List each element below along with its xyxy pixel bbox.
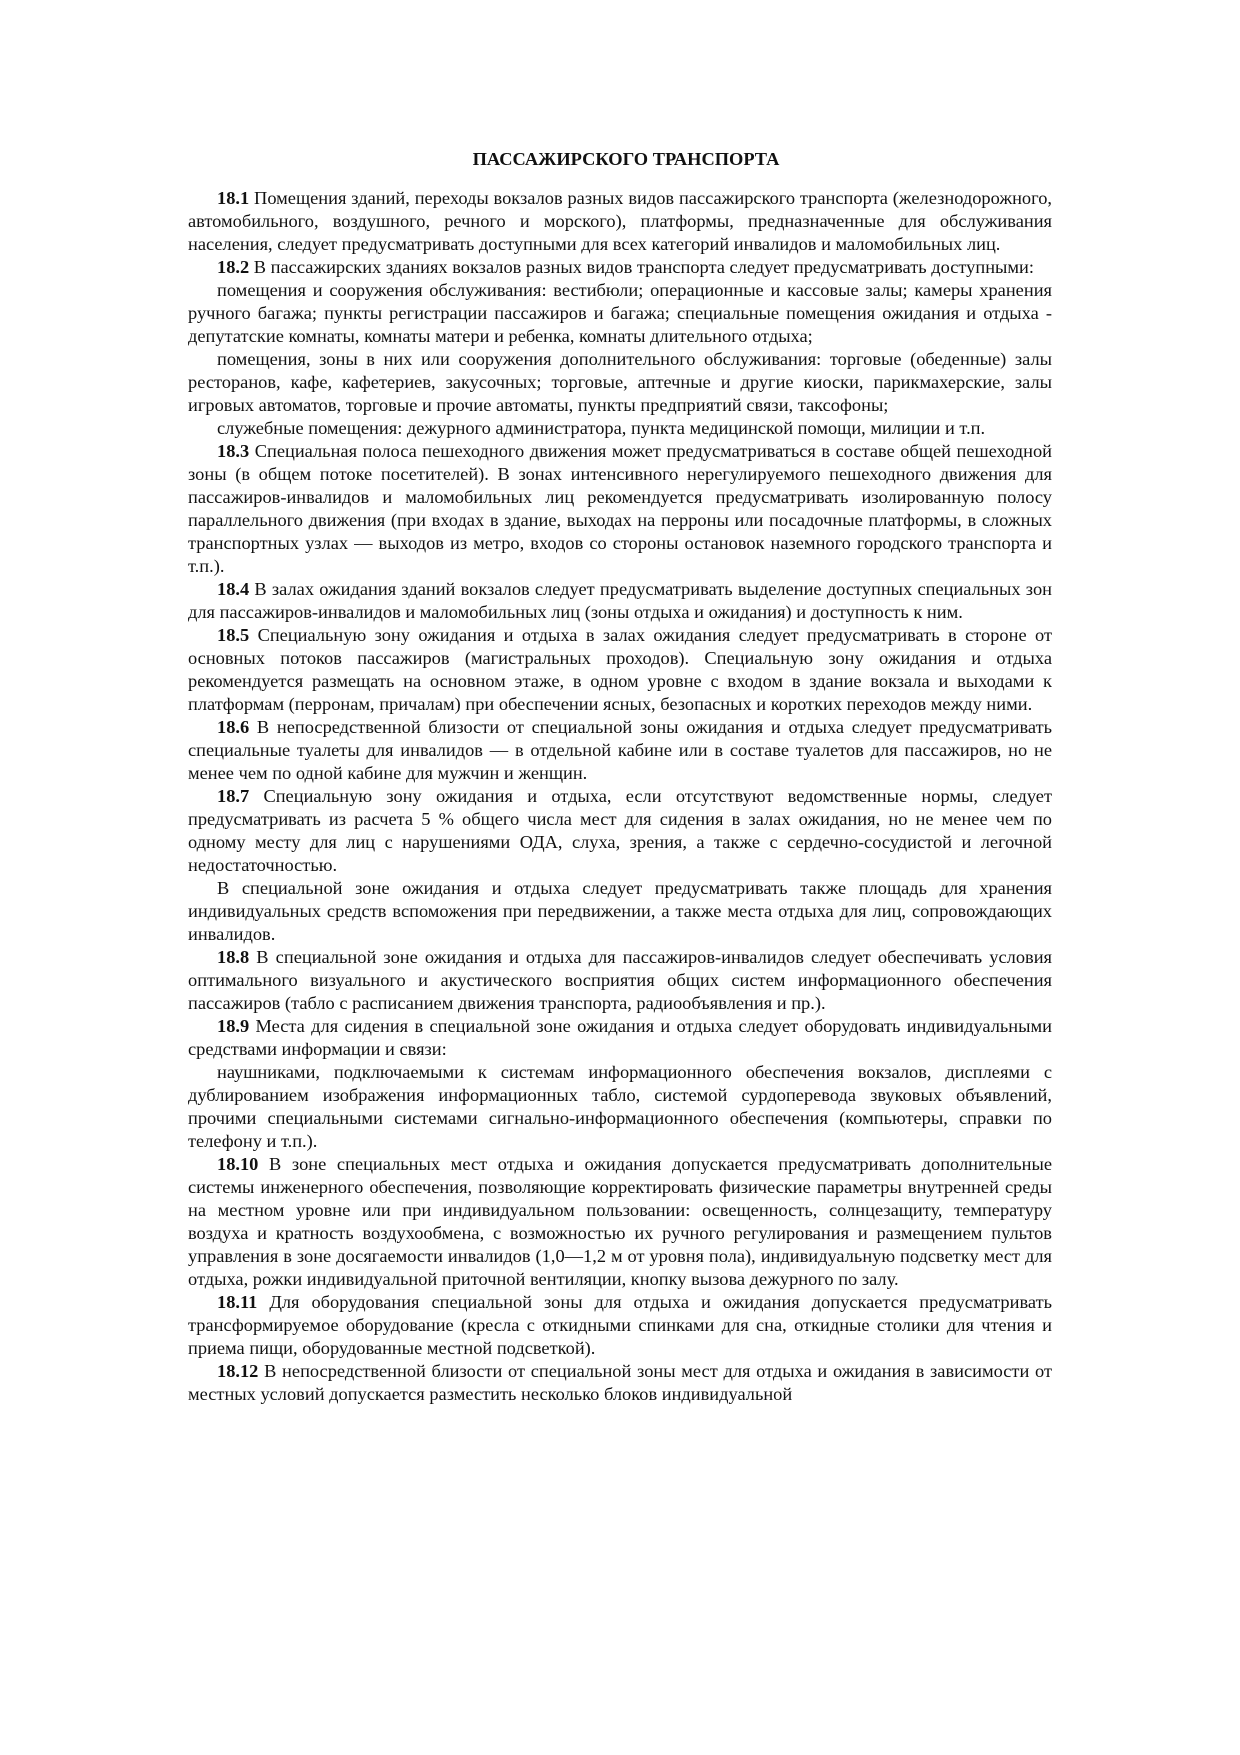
paragraph <box>188 946 1052 1015</box>
paragraph <box>188 785 1052 877</box>
paragraph-list <box>188 187 1052 1406</box>
paragraph <box>188 348 1052 417</box>
document-page <box>188 148 1052 1406</box>
clause-number: 18.3 <box>217 441 250 461</box>
clause-number: 18.9 <box>217 1016 250 1036</box>
paragraph <box>188 1360 1052 1406</box>
paragraph-text: наушниками, подключаемыми к системам информационного обеспечения вокзалов, дисплеями с дублированием изображения информационных табло, системой сурдоперевода звуковых объявлений, прочими специальными системами сигнально-информационного обеспечения (компьютеры, справки по телефону и т.п.). <box>188 1062 1052 1151</box>
paragraph-text: помещения, зоны в них или сооружения дополнительного обслуживания: торговые (обеденные) залы ресторанов, кафе, кафетериев, закусочных; торговые, аптечные и другие киоски, парикмахерские, залы игровых автоматов, торговые и прочие автоматы, пункты предприятий связи, таксофоны; <box>188 349 1052 415</box>
paragraph-text: Помещения зданий, переходы вокзалов разных видов пассажирского транспорта (железнодорожного, автомобильного, воздушного, речного и морского), платформы, предназначенные для обслуживания населения, следует предусматривать доступными для всех категорий инвалидов и маломобильных лиц. <box>188 188 1052 254</box>
paragraph-text: В зоне специальных мест отдыха и ожидания допускается предусматривать дополнительные системы инженерного обеспечения, позволяющие корректировать физические параметры внутренней среды на местном уровне или при индивидуальном пользовании: освещенность, солнцезащиту, температуру воздуха и кратность воздухообмена, с возможностью их ручного регулирования и размещением пультов управления в зоне досягаемости инвалидов (1,0—1,2 м от уровня пола), индивидуальную подсветку мест для отдыха, рожки индивидуальной приточной вентиляции, кнопку вызова дежурного по залу. <box>188 1154 1052 1289</box>
paragraph-text: служебные помещения: дежурного администратора, пункта медицинской помощи, милиции и т.п. <box>217 418 986 438</box>
clause-number: 18.6 <box>217 717 250 737</box>
paragraph <box>188 279 1052 348</box>
paragraph-text: В непосредственной близости от специальной зоны мест для отдыха и ожидания в зависимости от местных условий допускается разместить несколько блоков индивидуальной <box>188 1361 1052 1404</box>
paragraph-text: Специальную зону ожидания и отдыха, если отсутствуют ведомственные нормы, следует предусматривать из расчета 5 % общего числа мест для сидения в залах ожидания, но не менее чем по одному месту для лиц с нарушениями ОДА, слуха, зрения, а также с сердечно-сосудистой и легочной недостаточностью. <box>188 786 1052 875</box>
paragraph <box>188 1015 1052 1061</box>
clause-number: 18.4 <box>217 579 250 599</box>
paragraph-text: В непосредственной близости от специальной зоны ожидания и отдыха следует предусматривать специальные туалеты для инвалидов — в отдельной кабине или в составе туалетов для пассажиров, но не менее чем по одной кабине для мужчин и женщин. <box>188 717 1052 783</box>
paragraph <box>188 1061 1052 1153</box>
paragraph-text: Для оборудования специальной зоны для отдыха и ожидания допускается предусматривать трансформируемое оборудование (кресла с откидными спинками для сна, откидные столики для чтения и приема пищи, оборудованные местной подсветкой). <box>188 1292 1052 1358</box>
paragraph-text: помещения и сооружения обслуживания: вестибюли; операционные и кассовые залы; камеры хранения ручного багажа; пункты регистрации пассажиров и багажа; специальные помещения ожидания и отдыха - депутатские комнаты, комнаты матери и ребенка, комнаты длительного отдыха; <box>188 280 1052 346</box>
paragraph <box>188 877 1052 946</box>
clause-number: 18.1 <box>217 188 250 208</box>
paragraph <box>188 256 1052 279</box>
paragraph-text: Специальная полоса пешеходного движения может предусматриваться в составе общей пешеходной зоны (в общем потоке посетителей). В зонах интенсивного нерегулируемого пешеходного движения для пассажиров-инвалидов и маломобильных лиц рекомендуется предусматривать изолированную полосу параллельного движения (при входах в здание, выходах на перроны или посадочные платформы, в сложных транспортных узлах — выходов из метро, входов со стороны остановок наземного городского транспорта и т.п.). <box>188 441 1052 576</box>
clause-number: 18.8 <box>217 947 250 967</box>
paragraph <box>188 624 1052 716</box>
paragraph <box>188 716 1052 785</box>
paragraph <box>188 187 1052 256</box>
paragraph <box>188 578 1052 624</box>
clause-number: 18.7 <box>217 786 250 806</box>
clause-number: 18.5 <box>217 625 250 645</box>
paragraph-text: В специальной зоне ожидания и отдыха следует предусматривать также площадь для хранения индивидуальных средств вспоможения при передвижении, а также места отдыха для лиц, сопровождающих инвалидов. <box>188 878 1052 944</box>
clause-number: 18.11 <box>217 1292 258 1312</box>
paragraph <box>188 1291 1052 1360</box>
paragraph-text: В залах ожидания зданий вокзалов следует предусматривать выделение доступных специальных зон для пассажиров-инвалидов и маломобильных лиц (зоны отдыха и ожидания) и доступность к ним. <box>188 579 1052 622</box>
clause-number: 18.2 <box>217 257 250 277</box>
paragraph-text: Специальную зону ожидания и отдыха в залах ожидания следует предусматривать в стороне от основных потоков пассажиров (магистральных проходов). Специальную зону ожидания и отдыха рекомендуется размещать на основном этаже, в одном уровне с входом в здание вокзала и выходами к платформам (перронам, причалам) при обеспечении ясных, безопасных и коротких переходов между ними. <box>188 625 1052 714</box>
paragraph-text: Места для сидения в специальной зоне ожидания и отдыха следует оборудовать индивидуальными средствами информации и связи: <box>188 1016 1052 1059</box>
paragraph-text: В пассажирских зданиях вокзалов разных видов транспорта следует предусматривать доступными: <box>249 257 1035 277</box>
paragraph <box>188 440 1052 578</box>
section-title: ПАССАЖИРСКОГО ТРАНСПОРТА <box>472 149 780 169</box>
paragraph <box>188 417 1052 440</box>
clause-number: 18.10 <box>217 1154 259 1174</box>
paragraph <box>188 1153 1052 1291</box>
paragraph-text: В специальной зоне ожидания и отдыха для пассажиров-инвалидов следует обеспечивать условия оптимального визуального и акустического восприятия общих систем информационного обеспечения пассажиров (табло с расписанием движения транспорта, радиообъявления и пр.). <box>188 947 1052 1013</box>
clause-number: 18.12 <box>217 1361 259 1381</box>
